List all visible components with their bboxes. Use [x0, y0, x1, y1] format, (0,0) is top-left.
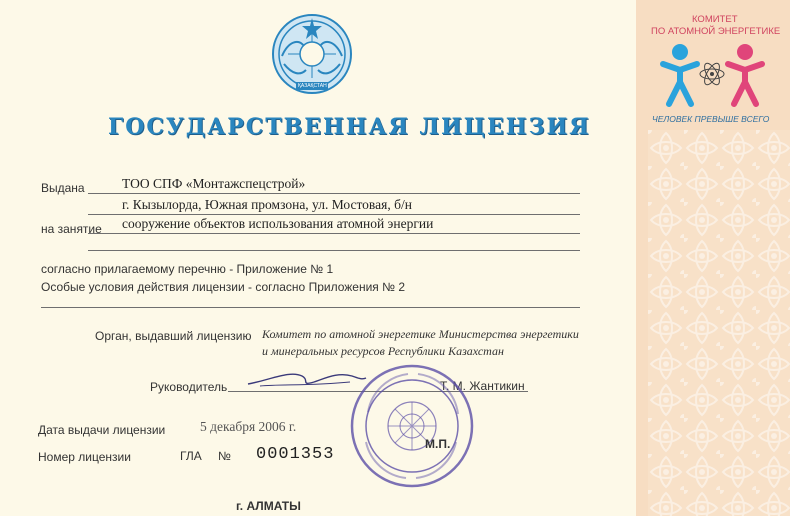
issued-label: Выдана — [41, 181, 85, 195]
address-underline — [88, 214, 580, 215]
issued-underline — [88, 193, 580, 194]
ornament-pattern — [648, 130, 790, 516]
document-title: ГОСУДАРСТВЕННАЯ ЛИЦЕНЗИЯ — [108, 114, 591, 140]
conditions-line: Особые условия действия лицензии - согласно Приложения № 2 — [41, 280, 405, 294]
authority-line2: и минеральных ресурсов Республики Казахстан — [262, 344, 504, 358]
number-series: ГЛА — [180, 449, 202, 463]
issued-value: ТОО СПФ «Монтажспецстрой» — [122, 176, 306, 191]
emblem-caption: ҚАЗАҚСТАН — [298, 83, 327, 89]
committee-name-line1: КОМИТЕТ — [692, 14, 738, 25]
committee-logo-icon — [655, 40, 775, 110]
license-number: 0001353 — [256, 445, 335, 464]
address-value: г. Кызылорда, Южная промзона, ул. Мостовая, б/н — [122, 197, 412, 212]
head-label: Руководитель — [150, 380, 228, 394]
seal-mark: М.П. — [425, 437, 451, 451]
head-name: Т. М. Жантикин — [440, 379, 525, 393]
official-seal-icon — [348, 362, 476, 490]
authority-label: Орган, выдавший лицензию — [95, 329, 252, 343]
city: г. АЛМАТЫ — [236, 499, 301, 513]
activity-underline-2 — [88, 250, 580, 251]
activity-label: на занятие — [41, 222, 102, 236]
issue-date-value: 5 декабря 2006 г. — [200, 419, 297, 434]
number-sign: № — [218, 449, 231, 463]
committee-slogan: ЧЕЛОВЕК ПРЕВЫШЕ ВСЕГО — [652, 114, 770, 124]
number-label: Номер лицензии — [38, 450, 131, 464]
issue-date-label: Дата выдачи лицензии — [38, 423, 166, 437]
authority-line1: Комитет по атомной энергетике Министерства энергетики — [262, 327, 579, 341]
committee-name-line2: ПО АТОМНОЙ ЭНЕРГЕТИКЕ — [651, 26, 781, 37]
activity-underline — [88, 233, 580, 234]
appendix-line: согласно прилагаемому перечню - Приложение № 1 — [41, 262, 334, 276]
activity-value: сооружение объектов использования атомной энергии — [122, 216, 434, 231]
conditions-underline — [41, 307, 580, 308]
